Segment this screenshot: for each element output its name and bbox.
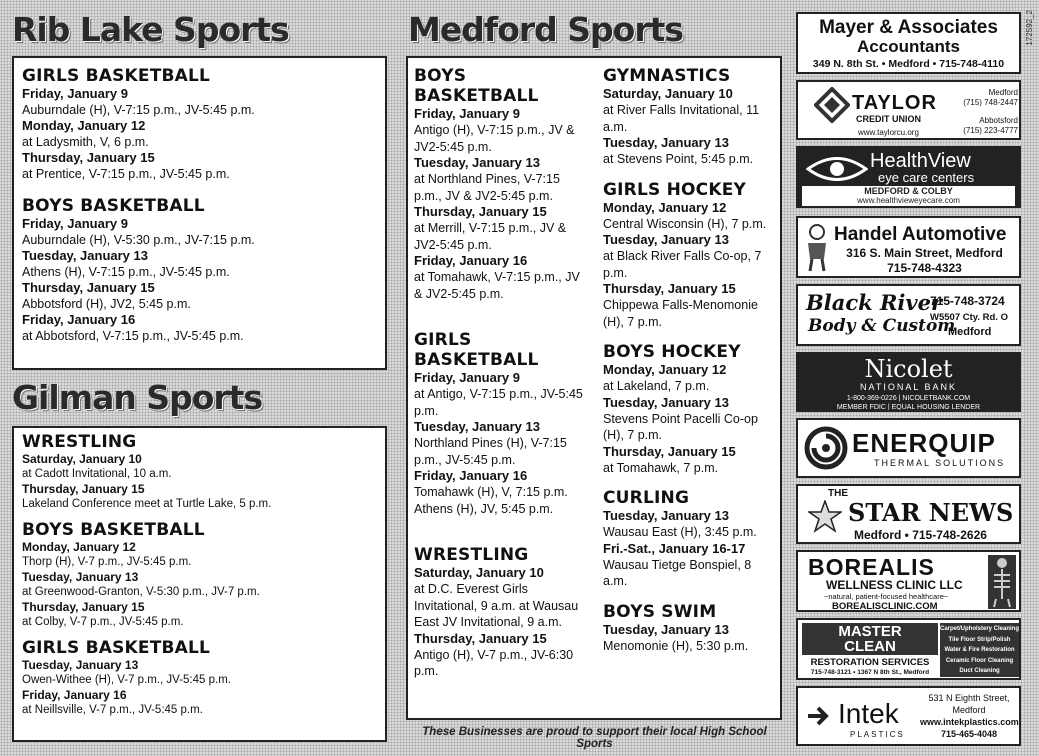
ad-taylor-ph1: (715) 748-2447 <box>963 98 1018 107</box>
ad-blackriver-addr: W5507 Cty. Rd. O <box>930 312 1008 323</box>
event-day: Friday, January 16 <box>22 688 127 702</box>
sport-title: BOYS BASKETBALL <box>22 520 205 540</box>
event-detail: Wausau Tietge Bonspiel, 8 a.m. <box>603 557 752 588</box>
event-day: Thursday, January 15 <box>22 482 145 496</box>
event-day: Thursday, January 15 <box>414 630 547 646</box>
ad-blackriver-phone: 715-748-3724 <box>930 294 1005 308</box>
ad-healthview-sub: eye care centers <box>878 170 975 185</box>
service-item: Carpet/Upholstery Cleaning <box>940 626 1020 632</box>
event-day: Thursday, January 15 <box>22 280 155 295</box>
event-day: Tuesday, January 13 <box>22 658 139 672</box>
ad-handel-addr: 316 S. Main Street, Medford <box>846 246 1003 260</box>
sport-section <box>603 66 775 168</box>
ad-taylor-branches <box>954 88 1018 136</box>
ad-taylor-name: TAYLOR <box>852 92 937 114</box>
ad-intek <box>796 686 1021 746</box>
ad-masterclean-addr: 715-748-3121 • 1367 N 8th St., Medford <box>810 669 930 676</box>
event-day: Tuesday, January 13 <box>22 570 139 584</box>
event-day: Friday, January 9 <box>414 106 520 121</box>
ad-borealis-tag: ~natural, patient-focused healthcare~ <box>824 592 949 601</box>
ad-intek-sub: PLASTICS <box>850 730 905 739</box>
sport-title: CURLING <box>603 488 690 508</box>
ad-starnews-the: THE <box>828 488 848 499</box>
event-day: Thursday, January 15 <box>22 600 145 614</box>
sport-section <box>22 432 382 512</box>
service-item: Tile Floor Strip/Polish <box>948 636 1011 643</box>
event-detail: Owen-Withee (H), V-7 p.m., JV-5:45 p.m. <box>22 674 231 686</box>
gilman-title: Gilman Sports <box>12 378 263 417</box>
enerquip-swirl-icon <box>804 426 848 470</box>
event-day: Saturday, January 10 <box>603 86 733 101</box>
event-day: Thursday, January 15 <box>603 443 736 459</box>
event-detail: Chippewa Falls-Menomonie (H), 7 p.m. <box>603 298 758 329</box>
event-day: Friday, January 16 <box>22 312 136 327</box>
event-detail: Thorp (H), V-7 p.m., JV-5:45 p.m. <box>22 556 192 568</box>
ad-intek-url: www.intekplastics.com <box>920 717 1019 727</box>
sport-title: BOYS HOCKEY <box>603 342 741 362</box>
ad-taylor-sub: CREDIT UNION <box>856 114 921 124</box>
event-detail: at Prentice, V-7:15 p.m., JV-5:45 p.m. <box>22 167 230 181</box>
ad-mayer <box>796 12 1021 74</box>
ad-intek-phone: 715-465-4048 <box>940 729 998 739</box>
ad-masterclean-services <box>940 623 1019 677</box>
ad-intek-addr1: 531 N Eighth Street, <box>928 693 1010 703</box>
sport-title: BOYS SWIM <box>603 601 717 622</box>
ad-intek-name: Intek <box>838 698 899 729</box>
service-item: Duct Cleaning <box>959 668 1000 674</box>
ad-handel <box>796 216 1021 278</box>
event-detail: Antigo (H), V-7:15 p.m., JV & JV2-5:45 p.m. <box>414 123 575 154</box>
sport-section <box>22 66 377 182</box>
event-detail: at Cadott Invitational, 10 a.m. <box>22 468 172 480</box>
event-detail: Northland Pines (H), V-7:15 p.m., JV-5:45 p.m. <box>414 436 567 467</box>
ad-enerquip-name: ENERQUIP <box>852 428 996 458</box>
ad-healthview-loc: MEDFORD & COLBY <box>864 186 953 196</box>
event-detail: Auburndale (H), V-5:30 p.m., JV-7:15 p.m. <box>22 233 255 247</box>
rib-lake-title: Rib Lake Sports <box>12 10 289 49</box>
event-detail: at Greenwood-Granton, V-5:30 p.m., JV-7 p.m. <box>22 586 260 598</box>
sport-title: GIRLS BASKETBALL <box>22 66 211 86</box>
event-detail: Antigo (H), V-7 p.m., JV-6:30 p.m. <box>414 647 574 678</box>
ad-taylor-loc2: Abbotsford <box>979 116 1018 125</box>
ad-enerquip <box>796 418 1021 478</box>
skeleton-icon <box>988 555 1016 609</box>
ad-nicolet-contact: 1-800-369-0226 | NICOLETBANK.COM <box>846 395 971 402</box>
ad-nicolet-fdic: MEMBER FDIC | EQUAL HOUSING LENDER <box>836 404 981 411</box>
ad-starnews-line: Medford • 715-748-2626 <box>854 528 987 542</box>
ad-mayer-name: Mayer & Associates <box>819 17 998 38</box>
ad-masterclean <box>796 618 1021 680</box>
event-detail: at Antigo, V-7:15 p.m., JV-5:45 p.m. <box>414 387 583 418</box>
sport-title: GIRLS BASKETBALL <box>22 638 211 658</box>
sponsor-footer: These Businesses are proud to support their local High School Sports <box>422 726 767 750</box>
sport-section <box>414 545 586 680</box>
sport-section <box>22 520 382 630</box>
event-detail: at Merrill, V-7:15 p.m., JV & JV2-5:45 p.m. <box>414 221 567 252</box>
ad-handel-phone: 715-748-4323 <box>887 261 962 275</box>
event-detail: at Northland Pines, V-7:15 p.m., JV & JV2-5:45 p.m. <box>414 172 560 203</box>
service-item: Water & Fire Restoration <box>944 647 1015 653</box>
event-detail: at Neillsville, V-7 p.m., JV-5:45 p.m. <box>22 704 203 716</box>
ad-intek-contact <box>920 692 1018 740</box>
event-detail: at Stevens Point, 5:45 p.m. <box>603 152 754 166</box>
service-item: Ceramic Floor Cleaning <box>945 657 1014 664</box>
ad-healthview-url: www.healthvieweyecare.com <box>857 196 960 205</box>
ad-masterclean-name2: CLEAN <box>844 638 896 655</box>
ad-taylor-loc1: Medford <box>988 88 1018 97</box>
sport-section <box>603 488 775 590</box>
event-day: Tuesday, January 13 <box>603 508 729 523</box>
ad-blackriver-city: Medford <box>948 326 992 338</box>
ad-blackriver-name1: Black River <box>806 290 943 315</box>
ad-healthview-footer <box>802 186 1015 206</box>
event-day: Saturday, January 10 <box>22 452 142 466</box>
ad-nicolet-sub: NATIONAL BANK <box>859 382 957 392</box>
ad-mayer-sub: Accountants <box>857 37 960 56</box>
ad-nicolet <box>796 352 1021 412</box>
mechanic-figure-icon <box>804 223 830 273</box>
star-logo-icon <box>808 500 842 534</box>
sport-title: WRESTLING <box>414 545 529 565</box>
ad-healthview <box>796 146 1021 208</box>
sport-section <box>603 602 775 655</box>
eye-logo-icon <box>806 154 868 184</box>
sport-section <box>22 638 382 718</box>
event-detail: at Colby, V-7 p.m., JV-5:45 p.m. <box>22 616 184 628</box>
sport-title: BOYS BASKETBALL <box>414 66 539 106</box>
event-day: Friday, January 16 <box>414 253 528 268</box>
event-day: Tuesday, January 13 <box>603 232 729 247</box>
sport-title: GIRLS BASKETBALL <box>414 330 539 370</box>
event-detail: Athens (H), V-7:15 p.m., JV-5:45 p.m. <box>22 265 230 279</box>
event-detail: at Abbotsford, V-7:15 p.m., JV-5:45 p.m. <box>22 329 244 343</box>
ad-intek-addr2: Medford <box>952 705 986 715</box>
event-detail: Central Wisconsin (H), 7 p.m. <box>603 216 767 231</box>
event-day: Tuesday, January 13 <box>603 394 729 410</box>
ad-blackriver-name2: Body & Custom <box>808 316 956 336</box>
event-detail: Tomahawk (H), V, 7:15 p.m. Athens (H), JV, 5:45 p.m. <box>414 485 568 516</box>
event-detail: at D.C. Everest Girls Invitational, 9 a.m. at Wausau East JV Invitational, 9 a.m. <box>414 582 579 629</box>
ad-code: 172592_2 <box>1025 10 1034 46</box>
sport-title: BOYS BASKETBALL <box>22 196 205 216</box>
ad-borealis <box>796 550 1021 612</box>
event-day: Friday, January 9 <box>414 370 520 385</box>
sport-title: WRESTLING <box>22 432 137 452</box>
event-day: Thursday, January 15 <box>603 281 736 296</box>
event-detail: Abbotsford (H), JV2, 5:45 p.m. <box>22 297 191 311</box>
event-detail: Stevens Point Pacelli Co-op (H), 7 p.m. <box>603 411 758 442</box>
rib-lake-schedule <box>12 56 387 370</box>
ad-starnews <box>796 484 1021 544</box>
event-day: Friday, January 16 <box>414 468 528 483</box>
sport-section <box>22 196 377 344</box>
event-detail: at Black River Falls Co-op, 7 p.m. <box>603 249 762 280</box>
sport-section <box>414 330 586 517</box>
ad-healthview-name: HealthView <box>870 150 971 172</box>
sport-section <box>603 180 775 331</box>
event-detail: at Ladysmith, V, 6 p.m. <box>22 135 149 149</box>
ad-borealis-name: BOREALIS <box>808 554 935 580</box>
event-detail: Menomonie (H), 5:30 p.m. <box>603 638 749 653</box>
ad-taylor <box>796 80 1021 140</box>
ad-masterclean-sub: RESTORATION SERVICES <box>810 657 930 668</box>
sport-section <box>603 342 775 476</box>
ad-enerquip-sub: THERMAL SOLUTIONS <box>874 458 1006 468</box>
event-day: Tuesday, January 13 <box>603 621 729 637</box>
ad-taylor-ph2: (715) 223-4777 <box>963 126 1018 135</box>
ad-starnews-name: STAR NEWS <box>848 498 1014 527</box>
ad-borealis-sub: WELLNESS CLINIC LLC <box>826 578 963 592</box>
ad-handel-name: Handel Automotive <box>834 224 1007 245</box>
taylor-logo-icon <box>814 87 850 123</box>
event-day: Saturday, January 10 <box>414 565 544 580</box>
event-day: Friday, January 9 <box>22 86 128 101</box>
medford-title: Medford Sports <box>408 10 684 49</box>
event-day: Monday, January 12 <box>22 540 136 554</box>
event-day: Tuesday, January 13 <box>22 248 148 263</box>
ad-masterclean-logo <box>802 623 938 655</box>
event-detail: Lakeland Conference meet at Turtle Lake, 5 p.m. <box>22 498 272 510</box>
event-detail: at Lakeland, 7 p.m. <box>603 379 710 393</box>
event-day: Monday, January 12 <box>22 118 146 133</box>
event-day: Tuesday, January 13 <box>603 135 729 150</box>
ad-nicolet-name: Nicolet <box>864 355 953 383</box>
event-day: Fri.-Sat., January 16-17 <box>603 540 746 556</box>
event-detail: at Tomahawk, V-7:15 p.m., JV & JV2-5:45 p.m. <box>414 270 580 301</box>
sport-section <box>414 66 586 302</box>
event-day: Tuesday, January 13 <box>414 419 540 434</box>
ad-blackriver <box>796 284 1021 346</box>
event-detail: Wausau East (H), 3:45 p.m. <box>603 525 757 539</box>
ad-masterclean-name1: MASTER <box>838 623 902 640</box>
ad-borealis-url: BOREALISCLINIC.COM <box>832 601 938 612</box>
event-day: Tuesday, January 13 <box>414 155 540 170</box>
ad-mayer-addr: 349 N. 8th St. • Medford • 715-748-4110 <box>812 58 1005 70</box>
event-day: Thursday, January 15 <box>414 204 547 219</box>
event-day: Monday, January 12 <box>603 199 727 215</box>
sport-title: GYMNASTICS <box>603 66 731 86</box>
event-day: Monday, January 12 <box>603 362 727 377</box>
event-day: Friday, January 9 <box>22 216 128 231</box>
sport-title: GIRLS HOCKEY <box>603 179 747 200</box>
event-detail: at River Falls Invitational, 11 a.m. <box>603 103 760 134</box>
event-detail: at Tomahawk, 7 p.m. <box>603 460 719 475</box>
medford-schedule <box>406 56 782 720</box>
event-detail: Auburndale (H), V-7:15 p.m., JV-5:45 p.m. <box>22 103 255 117</box>
gilman-schedule <box>12 426 387 742</box>
event-day: Thursday, January 15 <box>22 150 155 165</box>
intek-arrow-icon <box>806 704 830 728</box>
ad-taylor-url: www.taylorcu.org <box>858 128 919 137</box>
